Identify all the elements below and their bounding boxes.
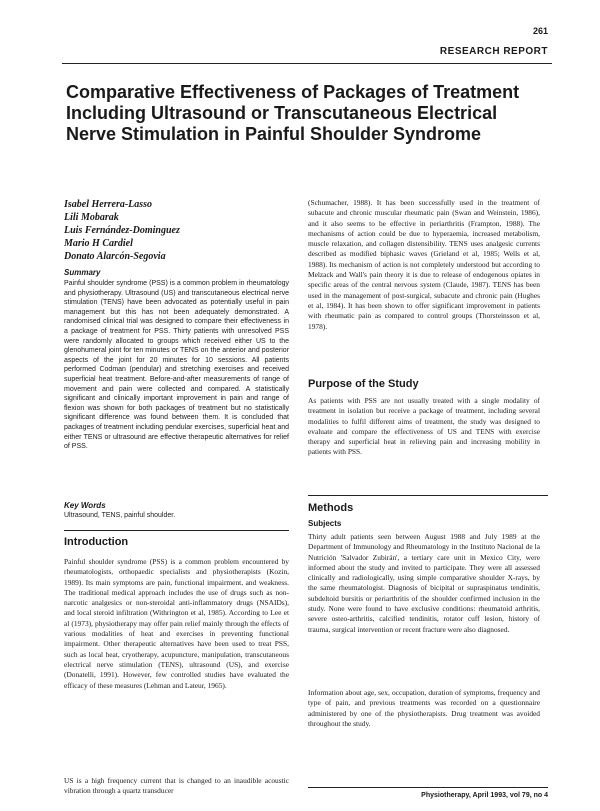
header-rule xyxy=(62,63,552,64)
introduction-paragraph: US is a high frequency current that is changed to an inaudible acoustic vibration through a quartz transducer xyxy=(64,776,289,796)
purpose-heading: Purpose of the Study xyxy=(308,378,419,390)
continuation-paragraph: (Schumacher, 1988). It has been successfully used in the treatment of subacute and chronic muscular rheumatic pain (Swan and Weinstein, 1986), and it also seems to be effective in periarthritis (Frampton, 1988). The mechanisms of action could be due to hyperaemia, increased metabolism, muscle relaxation, and collagen distensibility. TENS uses analgesic currents described as modified biphasic waves (Grieland et al, 1985; Wells et al, 1988). Its mechanism of action is not completely understood but according to Melzack and Wall's pain theory it is due to release of endogenous opiates in specific areas of the central nervous system (Claude, 1987). TENS has been used in the management of post-surgical, subacute and chronic pain (Hughes et al, 1984). It has been shown to offer significant improvement in patients with rheumatic pain as compared to control groups (Thorsteinsson et al, 1978). xyxy=(308,198,540,331)
subjects-paragraph: Thirty adult patients seen between August 1988 and July 1989 at the Department of Immunology and Rheumatology in the Instituto Nacional de la Nutrición 'Salvador Zubirán', a tertiary care unit in Mexico City, were informed about the study and invited to participate. They were all assessed clinically and radiologically, using simple comparative shoulder X-rays, by the same rheumatologist. Diagnosis of bicipital or supraspinatus tendinitis, subdeltoid bursitis or periarthritis of the shoulder confirmed inclusion in the study. None were found to have exclusive conditions: rheumatoid arthritis, severe osteo-arthritis, calcified tendinitis, rotator cuff lesion, history of trauma, surgical intervention or recent fracture were also diagnosed. xyxy=(308,532,540,634)
keywords-text: Ultrasound, TENS, painful shoulder. xyxy=(64,512,176,519)
author: Lili Mobarak xyxy=(64,212,119,223)
author: Mario H Cardiel xyxy=(64,238,133,249)
summary-heading: Summary xyxy=(64,268,101,277)
article-title: Comparative Effectiveness of Packages of Treatment Including Ultrasound or Transcutaneous Electrical Nerve Stimulation in Painful Shoulder Syndrome xyxy=(66,82,520,144)
summary-text: Painful shoulder syndrome (PSS) is a common problem in rheumatology and physiotherapy. Ultrasound (US) and transcutaneous electrical nerve stimulation (TENS) have been advocated as potentially useful in pain management but this has not been adequately demonstrated. A randomised clinical trial was designed to compare their effectiveness in a package of treatment for PSS. Thirty patients with unresolved PSS were randomly allocated to groups which received either US to the glenohumeral joint for ten minutes or TENS on the anterior and posterior aspects of the joint for 20 minutes for 10 sessions. All patients performed Codman (pendular) and stretching exercises and received superficial heat treatment. Before-and-after measurements of range of movement and pain were collected and compared. A statistically significant and clinically important improvement in pain and range of flexion was shown for both packages of treatment but no statistically significant difference was found between them. It is concluded that packages of treatment including pendular exercises, superficial heat and either TENS or ultrasound are effective therapeutic alternatives for relief of PSS. xyxy=(64,280,289,451)
page-number: 261 xyxy=(532,26,548,36)
methods-heading: Methods xyxy=(308,502,354,514)
methods-rule xyxy=(308,495,548,496)
introduction-rule xyxy=(64,530,289,531)
introduction-heading: Introduction xyxy=(64,536,129,548)
author: Donato Alarcón-Segovia xyxy=(64,251,166,262)
subjects-heading: Subjects xyxy=(308,519,342,528)
introduction-paragraph: Painful shoulder syndrome (PSS) is a common problem encountered by rheumatologists, orthopaedic specialists and physiotherapists (Kozin, 1989). Its main symptoms are pain, functional impairment, and weakness. The traditional medical approach includes the use of drugs such as non-narcotic analgesics or non-steroidal anti-inflammatory drugs (NSAIDs), and local steroid infiltration (Withrington et al, 1985). According to Lee et al (1973), physiotherapy may offer pain relief mainly through the effects of various modalities of heat and exercises in preventing functional impairment. Other therapeutic alternatives have been used to treat PSS, such as local heat, cryotherapy, acupuncture, manipulation, transcutaneous electrical nerve stimulation (TENS), ultrasound (US), and exercise (Donatelli, 1991). However, few controlled studies have evaluated the efficacy of these measures (Lehman and Lateur, 1965). xyxy=(64,557,289,690)
author: Isabel Herrera-Lasso xyxy=(64,199,153,210)
footer-rule xyxy=(308,787,548,788)
author: Luis Fernández-Dominguez xyxy=(64,225,180,236)
journal-footer: Physiotherapy, April 1993, vol 79, no 4 xyxy=(421,792,548,799)
author-list xyxy=(64,198,289,263)
section-label: RESEARCH REPORT xyxy=(439,46,548,57)
keywords-heading: Key Words xyxy=(64,501,106,510)
purpose-paragraph: As patients with PSS are not usually treated with a single modality of treatment in isolation but receive a package of treatment, including several modalities to fulfil different aims of treatment, the study was designed to evaluate and compare the effectiveness of US and TENS with exercise therapy and superficial heat in relieving pain and increasing mobility in patients with PSS. xyxy=(308,396,540,457)
information-paragraph: Information about age, sex, occupation, duration of symptoms, frequency and type of pain, and previous treatments was recorded on a questionnaire administered by one of the physiotherapists. Drug treatment was avoided throughout the study. xyxy=(308,688,540,728)
